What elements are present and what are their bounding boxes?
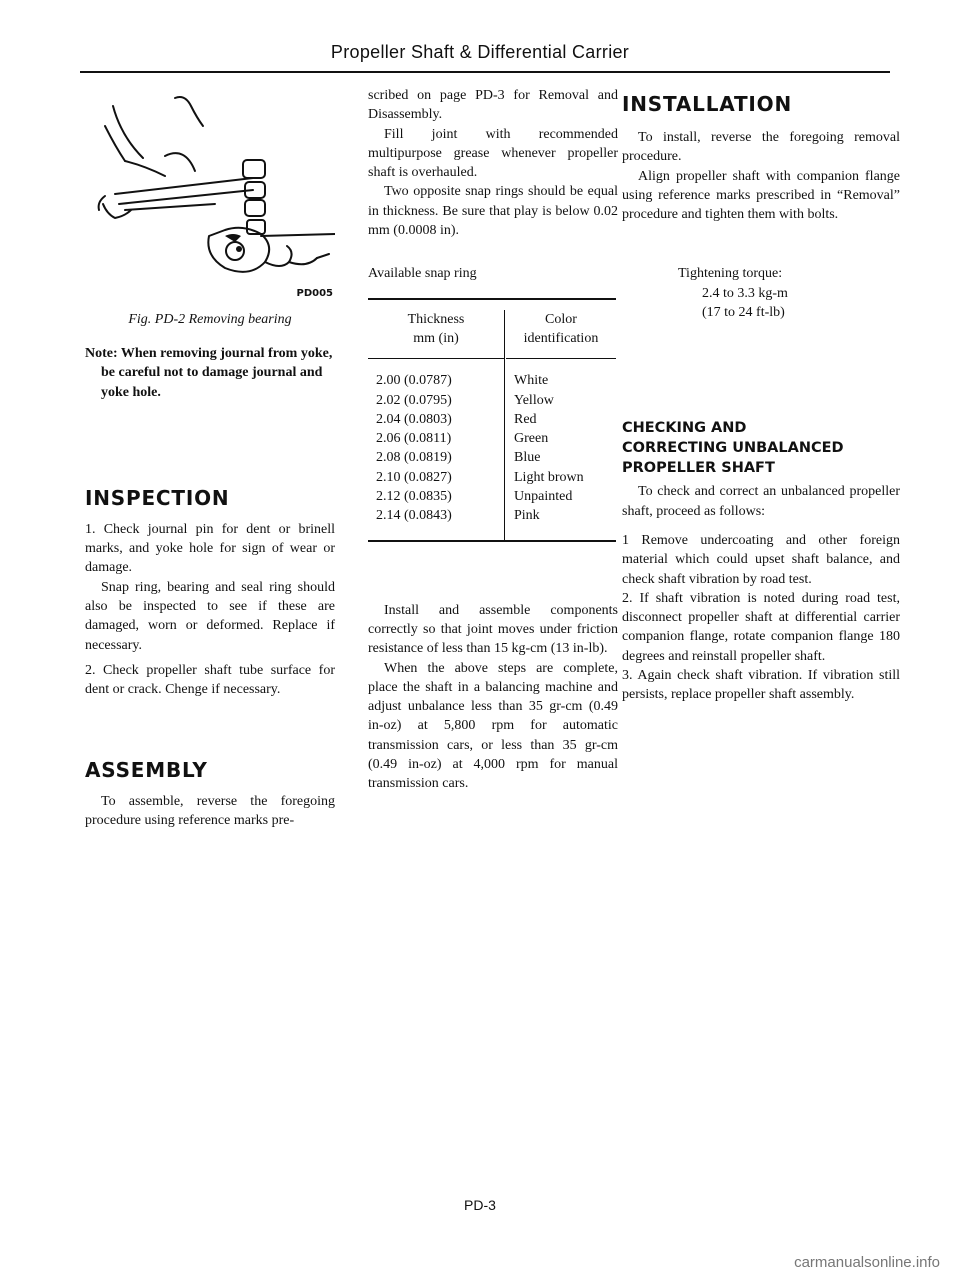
middle-paragraph-1: scribed on page PD-3 for Removal and Disassembly. bbox=[368, 88, 618, 123]
torque-metric: 2.4 to 3.3 kg-m bbox=[702, 285, 788, 301]
inspection-paragraph-2: Snap ring, bearing and seal ring should also be inspected to see if these are damaged, worn or deformed. Replace if necessary. bbox=[85, 579, 335, 653]
checking-heading-line-3: PROPELLER SHAFT bbox=[622, 460, 775, 477]
torque-label: Tightening torque: bbox=[678, 266, 783, 282]
checking-intro: To check and correct an unbalanced propeller shaft, proceed as follows: bbox=[622, 484, 900, 519]
ring-color: Yellow bbox=[514, 392, 554, 408]
table-row bbox=[368, 448, 616, 467]
checking-heading-line-1: CHECKING AND bbox=[622, 420, 747, 437]
table-row bbox=[368, 391, 616, 410]
ring-thickness: 2.06 (0.0811) bbox=[376, 431, 452, 447]
page-number: PD-3 bbox=[464, 1197, 496, 1213]
snap-ring-title: Available snap ring bbox=[368, 266, 477, 282]
table-header-color-2: identification bbox=[523, 330, 599, 346]
figure-id: PD005 bbox=[296, 288, 333, 299]
ring-thickness: 2.10 (0.0827) bbox=[376, 469, 452, 485]
middle-paragraph-5: When the above steps are complete, place the shaft in a balancing machine and adjust unbalance less than 35 gr-cm (0.49 in-oz) at 5,800 rpm for automatic transmission cars, or less than 35 gr-cm (0.49 in-oz) at 4,000 rpm for manual transmission cars. bbox=[368, 660, 618, 792]
table-row bbox=[368, 410, 616, 429]
ring-thickness: 2.12 (0.0835) bbox=[376, 489, 452, 505]
table-row bbox=[368, 429, 616, 448]
tightening-torque bbox=[678, 264, 900, 322]
installation-paragraph-2: Align propeller shaft with companion flange using reference marks prescribed in “Removal” procedure and tighten them with bolts. bbox=[622, 168, 900, 223]
checking-heading-line-2: CORRECTING UNBALANCED bbox=[622, 440, 844, 457]
middle-column bbox=[368, 86, 618, 794]
ring-thickness: 2.04 (0.0803) bbox=[376, 411, 452, 427]
ring-color: Unpainted bbox=[514, 489, 573, 505]
ring-color: Light brown bbox=[514, 469, 584, 485]
assembly-paragraph: To assemble, reverse the foregoing procedure using reference marks pre- bbox=[85, 793, 335, 828]
ring-thickness: 2.00 (0.0787) bbox=[376, 373, 452, 389]
ring-color: Pink bbox=[514, 508, 540, 524]
inspection-heading: INSPECTION bbox=[85, 485, 230, 510]
middle-paragraph-4: Install and assemble components correctly so that joint moves under friction resistance of less than 15 kg-cm (13 in-lb). bbox=[368, 602, 618, 657]
table-header-thickness-1: Thickness bbox=[407, 311, 465, 327]
ring-thickness: 2.08 (0.0819) bbox=[376, 450, 452, 466]
ring-color: Red bbox=[514, 411, 537, 427]
figure bbox=[85, 86, 335, 298]
installation-heading: INSTALLATION bbox=[622, 92, 792, 116]
note: Note: When removing journal from yoke, be careful not to damage journal and yoke hole. bbox=[85, 346, 333, 400]
table-header-thickness-2: mm (in) bbox=[413, 330, 459, 346]
middle-paragraph-2: Fill joint with recommended multipurpose grease whenever propeller shaft is overhauled. bbox=[368, 126, 618, 181]
page-header: Propeller Shaft & Differential Carrier bbox=[330, 42, 630, 62]
checking-step-1: 1 Remove undercoating and other foreign material which could upset shaft balance, and check shaft vibration by road test. bbox=[622, 532, 900, 587]
figure-caption: Fig. PD-2 Removing bearing bbox=[128, 312, 292, 327]
ring-color: Green bbox=[514, 431, 549, 447]
table-row bbox=[368, 371, 616, 390]
table-row bbox=[368, 487, 616, 506]
inspection-paragraph-1: 1. Check journal pin for dent or brinell marks, and yoke hole for sign of wear or damage. bbox=[85, 521, 335, 576]
inspection-paragraph-3: 2. Check propeller shaft tube surface for dent or crack. Chenge if necessary. bbox=[85, 662, 335, 698]
checking-step-3: 3. Again check shaft vibration. If vibration still persists, replace propeller shaft assembly. bbox=[622, 668, 900, 703]
table-row bbox=[368, 506, 616, 525]
assembly-heading: ASSEMBLY bbox=[85, 757, 208, 782]
right-column bbox=[622, 86, 900, 705]
table-row bbox=[368, 468, 616, 487]
table-header-color-1: Color bbox=[545, 311, 577, 327]
ring-thickness: 2.14 (0.0843) bbox=[376, 508, 452, 524]
middle-paragraph-3: Two opposite snap rings should be equal in thickness. Be sure that play is below 0.02 mm (0.0008 in). bbox=[368, 184, 618, 239]
ring-thickness: 2.02 (0.0795) bbox=[376, 392, 452, 408]
snap-ring-table bbox=[368, 298, 616, 543]
bearing-removal-illustration bbox=[85, 86, 335, 286]
checking-step-2: 2. If shaft vibration is noted during road test, disconnect propeller shaft at differential carrier companion flange, rotate companion flange 180 degrees and reinstall propeller shaft. bbox=[622, 590, 900, 664]
left-column bbox=[85, 86, 335, 830]
ring-color: Blue bbox=[514, 450, 541, 466]
header-rule bbox=[80, 71, 890, 73]
installation-paragraph-1: To install, reverse the foregoing removal procedure. bbox=[622, 130, 900, 165]
watermark: carmanualsonline.info bbox=[794, 1254, 940, 1271]
ring-color: White bbox=[514, 373, 549, 389]
torque-imperial: (17 to 24 ft-lb) bbox=[702, 305, 785, 321]
